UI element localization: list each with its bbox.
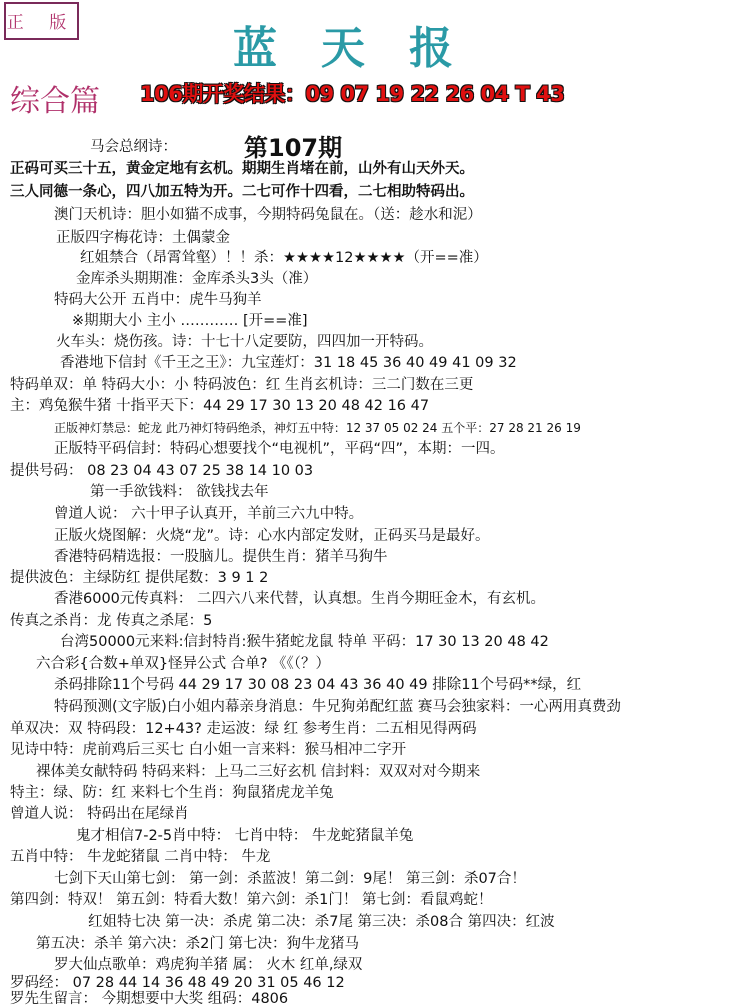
text-line: 罗先生留言： 今期想要中大奖 组码：4806 bbox=[10, 991, 289, 1007]
text-line: 鬼才相信7-2-5肖中特： 七肖中特： 牛龙蛇猪鼠羊兔 bbox=[76, 828, 414, 844]
text-line: 裸体美女献特码 特码来料：上马二三好玄机 信封料：双双对对今期来 bbox=[36, 764, 481, 780]
text-line: 曾道人说： 特码出在尾绿肖 bbox=[10, 806, 189, 822]
text-line: 特码大公开 五肖中：虎牛马狗羊 bbox=[54, 292, 262, 308]
text-line: 特码预测(文字版)白小姐内幕亲身消息：牛兄狗弟配红蓝 赛马会独家料：一心两用真费劲 bbox=[54, 699, 621, 715]
section-label: 综合篇 bbox=[10, 84, 100, 119]
text-line: 正版四字梅花诗：土偶蒙金 bbox=[56, 230, 230, 246]
genuine-stamp: 正 版 bbox=[4, 2, 79, 40]
text-line: 三人同德一条心，四八加五特为开。二七可作十四看，二七相助特码出。 bbox=[10, 184, 474, 200]
text-line: 红姐禁合（昂霄耸壑）！！杀：★★★★12★★★★（开==准） bbox=[80, 250, 488, 266]
text-line: 第五决：杀羊 第六决：杀2门 第七决：狗牛龙猪马 bbox=[36, 936, 359, 952]
previous-draw-result: 106期开奖结果：09 07 19 22 26 04 T 43 bbox=[140, 82, 565, 106]
text-line: 香港特码精选报：一股脑儿。提供生肖：猪羊马狗牛 bbox=[54, 549, 388, 565]
text-line: 杀码排除11个号码 44 29 17 30 08 23 04 43 36 40 49 排除11个号码**绿，红 bbox=[54, 677, 582, 693]
text-line: 罗大仙点歌单：鸡虎狗羊猪 属： 火木 红单,绿双 bbox=[54, 957, 363, 973]
text-line: 七剑下天山第七剑： 第一剑：杀蓝波！第二剑：9尾！ 第三剑：杀07合！ bbox=[54, 871, 526, 887]
text-line: 金库杀头期期准：金库杀头3头（准） bbox=[76, 271, 318, 287]
text-line: 正版火烧图解：火烧“龙”。诗：心水内部定发财，正码买马是最好。 bbox=[54, 528, 490, 544]
text-line: 马会总纲诗： bbox=[90, 139, 177, 155]
text-line: 正版特平码信封：特码心想要找个“电视机”，平码“四”，本期：一四。 bbox=[54, 441, 505, 457]
text-line: ※期期大小 主小 ………… [开==准] bbox=[72, 313, 308, 329]
text-line: 单双决：双 特码段：12+43? 走运波：绿 红 参考生肖：二五相见得两码 bbox=[10, 721, 477, 737]
text-line: 香港地下信封《千王之王》：九宝莲灯：31 18 45 36 40 49 41 09 32 bbox=[60, 355, 517, 371]
text-line: 第四剑：特双！ 第五剑：特看大数！第六剑：杀1门！ 第七剑：看鼠鸡蛇！ bbox=[10, 892, 493, 908]
text-line: 香港6000元传真料： 二四六八来代替，认真想。生肖今期旺金木，有玄机。 bbox=[54, 591, 546, 607]
text-line: 见诗中特：虎前鸡后三买七 白小姐一言来料：猴马相冲二字开 bbox=[10, 742, 407, 758]
newspaper-title: 蓝天报 bbox=[233, 23, 497, 74]
text-line: 火车头：烧伤孩。诗：十七十八定要防，四四加一开特码。 bbox=[56, 334, 433, 350]
text-line: 传真之杀肖：龙 传真之杀尾：5 bbox=[10, 613, 213, 629]
text-line: 曾道人说： 六十甲子认真开，羊前三六九中特。 bbox=[54, 506, 364, 522]
text-line: 第一手欲钱料： 欲钱找去年 bbox=[90, 484, 269, 500]
issue-number: 第107期 bbox=[244, 134, 343, 162]
text-line: 澳门天机诗：胆小如猫不成事，今期特码兔鼠在。（送：趁水和泥） bbox=[54, 207, 482, 223]
text-line: 特主：绿、防：红 来料七个生肖：狗鼠猪虎龙羊兔 bbox=[10, 785, 334, 801]
text-line: 五肖中特： 牛龙蛇猪鼠 二肖中特： 牛龙 bbox=[10, 849, 271, 865]
text-line: 提供号码： 08 23 04 43 07 25 38 14 10 03 bbox=[10, 463, 314, 479]
text-line: 罗码经： 07 28 44 14 36 48 49 20 31 05 46 12 bbox=[10, 975, 345, 991]
text-line: 正版神灯禁忌：蛇龙 此乃神灯特码绝杀，神灯五中特：12 37 05 02 24 五个平：27 28 21 26 19 bbox=[54, 421, 581, 435]
text-line: 台湾50000元来料:信封特肖:猴牛猪蛇龙鼠 特单 平码：17 30 13 20 48 42 bbox=[60, 634, 549, 650]
text-line: 正码可买三十五，黄金定地有玄机。期期生肖堵在前，山外有山天外天。 bbox=[10, 161, 474, 177]
text-line: 红姐特七决 第一决：杀虎 第二决：杀7尾 第三决：杀08合 第四决：红波 bbox=[88, 914, 555, 930]
text-line: 六合彩{合数+单双}怪异公式 合单? 《《（？） bbox=[36, 656, 331, 672]
text-line: 提供波色：主绿防红 提供尾数：3 9 1 2 bbox=[10, 570, 269, 586]
text-line: 特码单双：单 特码大小：小 特码波色：红 生肖玄机诗：三二门数在三更 bbox=[10, 377, 474, 393]
text-line: 主：鸡兔猴牛猪 十指平天下：44 29 17 30 13 20 48 42 16 47 bbox=[10, 398, 430, 414]
